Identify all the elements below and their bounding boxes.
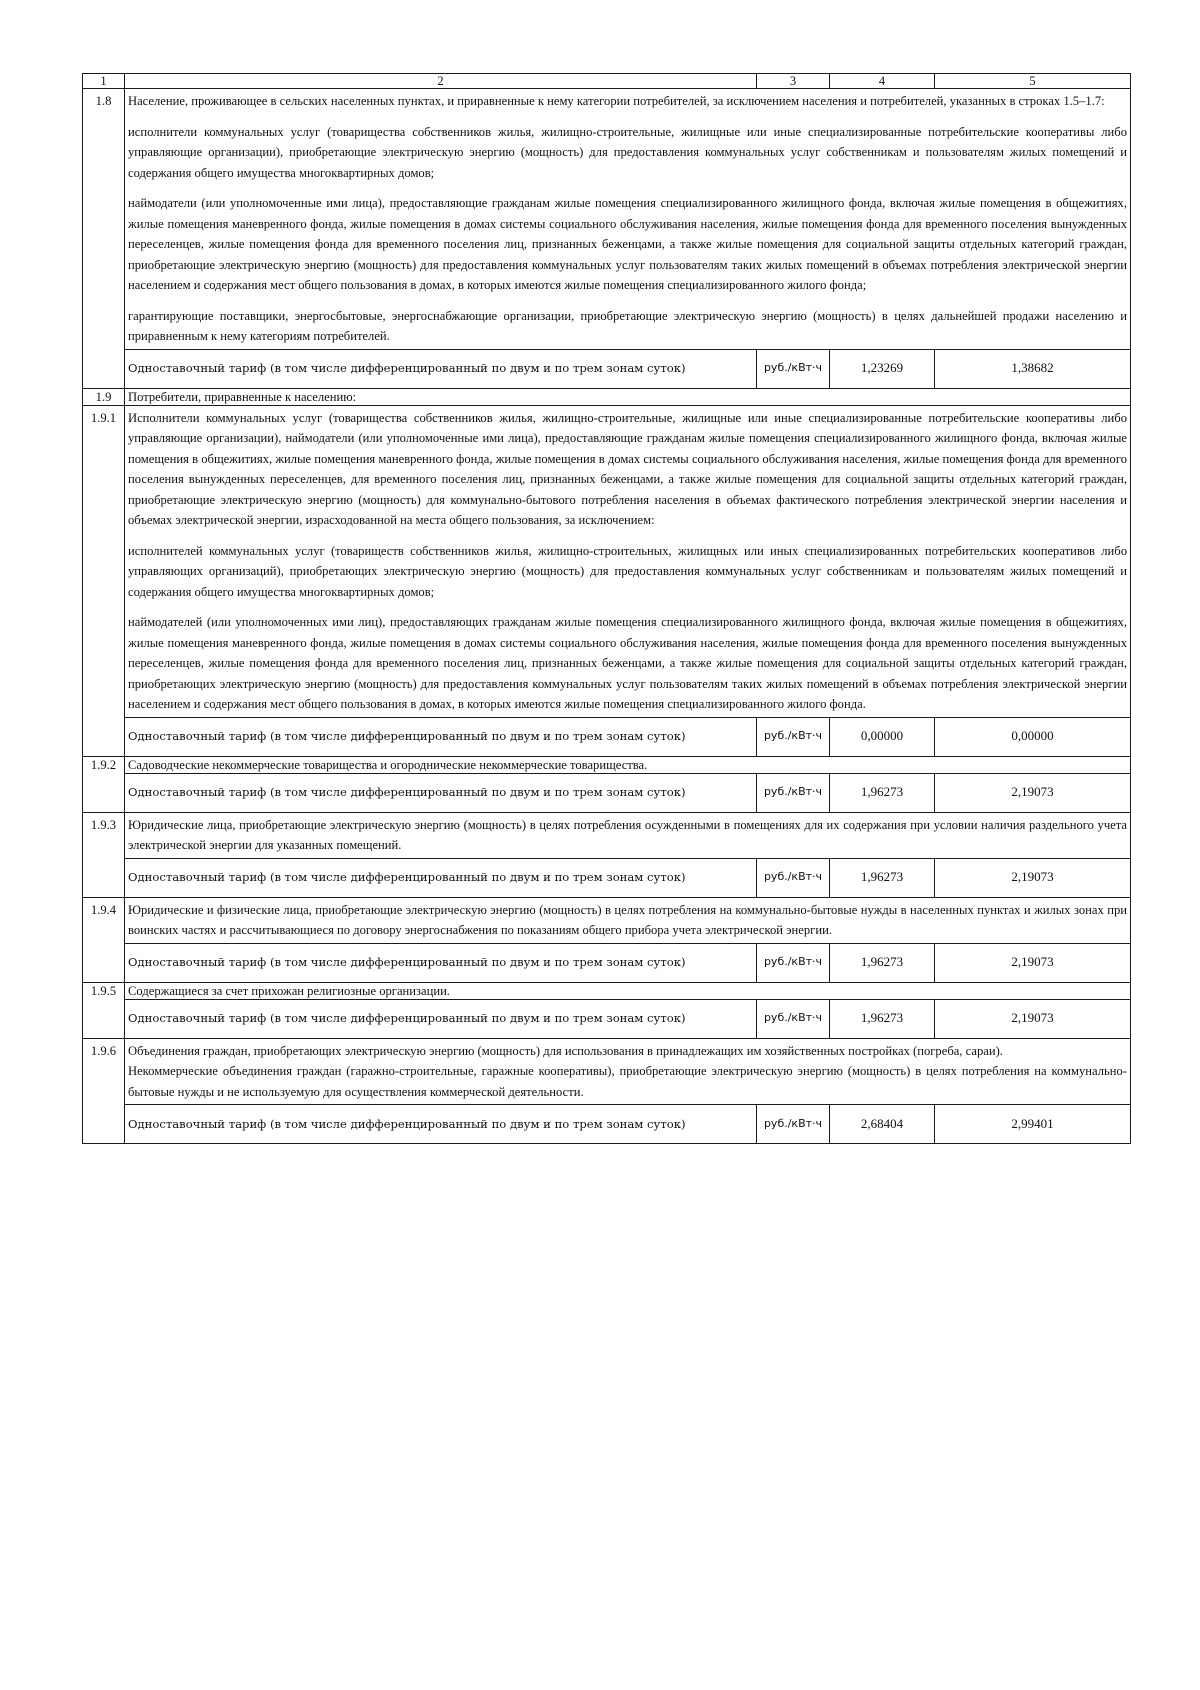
row-number: 1.9.3	[83, 812, 125, 897]
tariff-rate-row	[83, 943, 1131, 982]
description-paragraph: наймодатели (или уполномоченные ими лица), предоставляющие гражданам жилые помещения специализированного жилищного фонда, включая жилые помещения в общежитиях, жилые помещения маневренного фонда, жилые помещения в домах системы социального обслуживания населения, жилые помещения фонда для временного поселения вынужденных переселенцев, жилые помещения фонда для временного поселения лиц, признанных беженцами, а также жилые помещения для социальной защиты отдельных категорий граждан, приобретающие электрическую энергию (мощность) для предоставления коммунальных услуг пользователям таких жилых помещений в объемах потребления электрической энергии населением и содержания мест общего пользования в домах, в которых имеются жилые помещения специализированного жилого фонда;	[128, 196, 1127, 292]
tariff-rate-row	[83, 349, 1131, 388]
tariff-unit: руб./кВт·ч	[757, 943, 830, 982]
tariff-value-first-half: 1,96273	[830, 999, 935, 1038]
row-description	[125, 756, 1131, 773]
row-number: 1.9.4	[83, 897, 125, 982]
description-paragraph: Потребители, приравненные к населению:	[128, 389, 357, 404]
tariff-value-second-half: 2,19073	[935, 773, 1131, 812]
tariff-table	[82, 73, 1131, 1144]
description-paragraph: Некоммерческие объединения граждан (гаражно-строительные, гаражные кооперативы), приобретающие электрическую энергию (мощность) в целях потребления на коммунально-бытовые нужды и не используемую для осуществления коммерческой деятельности.	[128, 1064, 1127, 1099]
tariff-value-second-half: 2,99401	[935, 1105, 1131, 1144]
row-description	[125, 897, 1131, 943]
row-number: 1.9.1	[83, 405, 125, 756]
row-number: 1.9.6	[83, 1038, 125, 1144]
tariff-label: Одноставочный тариф (в том числе дифференцированный по двум и по трем зонам суток)	[125, 717, 757, 756]
tariff-document	[82, 73, 1130, 1144]
row-number: 1.9.2	[83, 756, 125, 812]
tariff-rate-row	[83, 858, 1131, 897]
row-number: 1.8	[83, 89, 125, 389]
tariff-label: Одноставочный тариф (в том числе дифференцированный по двум и по трем зонам суток)	[125, 349, 757, 388]
row-number: 1.9.5	[83, 982, 125, 1038]
tariff-value-first-half: 0,00000	[830, 717, 935, 756]
tariff-unit: руб./кВт·ч	[757, 858, 830, 897]
description-paragraph: Юридические лица, приобретающие электрическую энергию (мощность) в целях потребления осужденными в помещениях для их содержания при условии наличия раздельного учета электрической энергии для указанных помещений.	[128, 817, 1127, 852]
tariff-rate-row	[83, 1105, 1131, 1144]
tariff-unit: руб./кВт·ч	[757, 773, 830, 812]
tariff-value-second-half: 1,38682	[935, 349, 1131, 388]
header-cell: 2	[125, 74, 757, 89]
header-row	[83, 74, 1131, 89]
row-number: 1.9	[83, 388, 125, 405]
header-cell: 5	[935, 74, 1131, 89]
section-row	[83, 388, 1131, 405]
header-cell: 4	[830, 74, 935, 89]
section-row	[83, 89, 1131, 350]
section-row	[83, 812, 1131, 858]
description-paragraph: гарантирующие поставщики, энергосбытовые, энергоснабжающие организации, приобретающие электрическую энергию (мощность) в целях дальнейшей продажи населению и приравненным к нему категориям потребителей.	[128, 308, 1127, 343]
description-paragraph: исполнители коммунальных услуг (товарищества собственников жилья, жилищно-строительные, жилищные или иные специализированные потребительские кооперативы либо управляющие организации), приобретающие электрическую энергию (мощность) для предоставления коммунальных услуг собственникам и пользователям жилых помещений и содержания общего имущества многоквартирных домов;	[128, 124, 1127, 180]
tariff-value-first-half: 1,23269	[830, 349, 935, 388]
row-description	[125, 89, 1131, 350]
tariff-label: Одноставочный тариф (в том числе дифференцированный по двум и по трем зонам суток)	[125, 1105, 757, 1144]
tariff-rate-row	[83, 717, 1131, 756]
tariff-value-first-half: 1,96273	[830, 773, 935, 812]
tariff-unit: руб./кВт·ч	[757, 717, 830, 756]
tariff-value-first-half: 1,96273	[830, 943, 935, 982]
tariff-unit: руб./кВт·ч	[757, 999, 830, 1038]
description-paragraph: Исполнители коммунальных услуг (товарищества собственников жилья, жилищно-строительные, жилищные или иные специализированные потребительские кооперативы либо управляющие организации), наймодатели (или уполномоченные ими лица), предоставляющие гражданам жилые помещения специализированного жилищного фонда, включая жилые помещения в общежитиях, жилые помещения маневренного фонда, жилые помещения в домах системы социального обслуживания населения, жилые помещения фонда для временного поселения вынужденных переселенцев, для временного поселения лиц, признанных беженцами, а также жилые помещения для социальной защиты отдельных категорий граждан, приобретающие электрическую энергию (мощность) для коммунально-бытового потребления населения в объемах фактического потребления электрической энергии населения и объемах электрической энергии, израсходованной на места общего пользования, за исключением:	[128, 410, 1127, 527]
description-paragraph: Содержащиеся за счет прихожан религиозные организации.	[128, 983, 450, 998]
row-description	[125, 1038, 1131, 1105]
tariff-value-first-half: 1,96273	[830, 858, 935, 897]
tariff-label: Одноставочный тариф (в том числе дифференцированный по двум и по трем зонам суток)	[125, 773, 757, 812]
description-paragraph: Население, проживающее в сельских населенных пунктах, и приравненные к нему категории потребителей, за исключением населения и потребителей, указанных в строках 1.5–1.7:	[128, 94, 1105, 108]
tariff-value-second-half: 2,19073	[935, 943, 1131, 982]
description-paragraph: Объединения граждан, приобретающих электрическую энергию (мощность) для использования в принадлежащих им хозяйственных постройках (погреба, сараи).	[128, 1043, 1003, 1058]
header-cell: 1	[83, 74, 125, 89]
header-cell: 3	[757, 74, 830, 89]
tariff-value-second-half: 0,00000	[935, 717, 1131, 756]
tariff-value-second-half: 2,19073	[935, 999, 1131, 1038]
row-description	[125, 982, 1131, 999]
tariff-label: Одноставочный тариф (в том числе дифференцированный по двум и по трем зонам суток)	[125, 858, 757, 897]
tariff-label: Одноставочный тариф (в том числе дифференцированный по двум и по трем зонам суток)	[125, 999, 757, 1038]
section-row	[83, 405, 1131, 717]
tariff-value-second-half: 2,19073	[935, 858, 1131, 897]
description-paragraph: наймодателей (или уполномоченных ими лиц), предоставляющих гражданам жилые помещения специализированного жилищного фонда, включая жилые помещения в общежитиях, жилые помещения маневренного фонда, жилые помещения в домах системы социального обслуживания населения, жилые помещения фонда для временного поселения вынужденных переселенцев, жилые помещения фонда для временного поселения лиц, признанных беженцами, а также жилые помещения для социальной защиты отдельных категорий граждан, приобретающих электрическую энергию (мощность) для предоставления коммунальных услуг пользователям таких жилых помещений в объемах потребления электрической энергии населением и содержания мест общего пользования в домах, в которых имеются жилые помещения специализированного жилого фонда.	[128, 615, 1127, 711]
row-description	[125, 405, 1131, 717]
tariff-value-first-half: 2,68404	[830, 1105, 935, 1144]
row-description	[125, 388, 1131, 405]
section-row	[83, 1038, 1131, 1105]
tariff-unit: руб./кВт·ч	[757, 349, 830, 388]
tariff-unit: руб./кВт·ч	[757, 1105, 830, 1144]
description-paragraph: Юридические и физические лица, приобретающие электрическую энергию (мощность) в целях потребления на коммунально-бытовые нужды в населенных пунктах и жилых зонах при воинских частях и рассчитывающиеся по договору энергоснабжения по показаниям общего прибора учета электрической энергии.	[128, 902, 1127, 937]
tariff-rate-row	[83, 999, 1131, 1038]
tariff-rate-row	[83, 773, 1131, 812]
section-row	[83, 982, 1131, 999]
row-description	[125, 812, 1131, 858]
section-row	[83, 897, 1131, 943]
section-row	[83, 756, 1131, 773]
description-paragraph: Садоводческие некоммерческие товарищества и огороднические некоммерческие товарищества.	[128, 757, 648, 772]
description-paragraph: исполнителей коммунальных услуг (товариществ собственников жилья, жилищно-строительных, жилищных или иных специализированных потребительских кооперативов либо управляющих организаций), приобретающих электрическую энергию (мощность) для предоставления коммунальных услуг собственникам и пользователям жилых помещений и содержания общего имущества многоквартирных домов;	[128, 543, 1127, 599]
tariff-label: Одноставочный тариф (в том числе дифференцированный по двум и по трем зонам суток)	[125, 943, 757, 982]
